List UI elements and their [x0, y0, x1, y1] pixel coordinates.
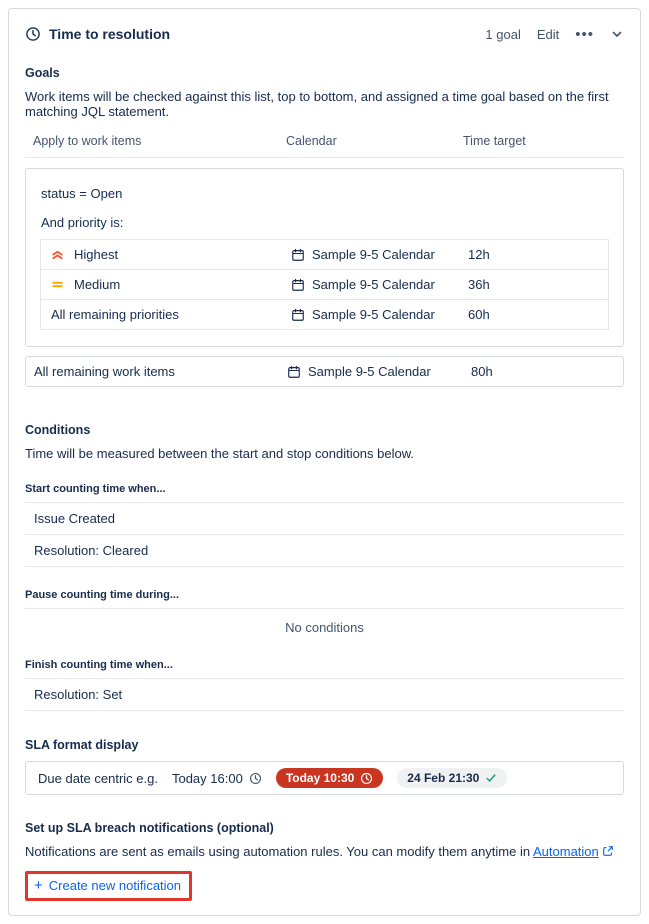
sla-format-section — [25, 738, 624, 795]
notifications-description — [25, 844, 624, 859]
panel-header — [25, 26, 624, 42]
goals-column-headers — [25, 134, 624, 158]
priority-highest-icon — [51, 248, 64, 261]
goal-row-medium — [40, 269, 609, 300]
col-target: Time target — [463, 134, 526, 148]
notifications-section — [25, 821, 624, 901]
goal-fallback-label: All remaining work items — [34, 364, 175, 379]
notifications-description-text: Notifications are sent as emails using automation rules. You can modify them anytime in — [25, 844, 533, 859]
conditions-section — [25, 423, 624, 711]
goal-priority-label: Highest — [74, 247, 119, 262]
calendar-icon — [291, 308, 305, 322]
start-condition-item: Issue Created — [25, 503, 624, 535]
goals-heading: Goals — [25, 66, 60, 80]
annotation-highlight-box — [25, 871, 192, 901]
sla-format-heading: SLA format display — [25, 738, 139, 752]
goal-jql: status = Open — [41, 186, 123, 201]
calendar-icon — [291, 248, 305, 262]
goal-count: 1 goal — [485, 26, 521, 42]
goal-target: 80h — [471, 364, 493, 379]
sla-breached-text: Today 10:30 — [285, 771, 355, 785]
goal-row-remaining-work-items — [25, 356, 624, 387]
panel-title: Time to resolution — [49, 26, 171, 42]
calendar-icon — [287, 365, 301, 379]
create-notification-label: Create new notification — [48, 878, 182, 893]
finish-counting-label: Finish counting time when... — [25, 659, 173, 671]
conditions-heading: Conditions — [25, 423, 91, 437]
goal-row-highest — [40, 239, 609, 270]
sla-met-text: 24 Feb 21:30 — [407, 771, 480, 785]
goal-calendar: Sample 9-5 Calendar — [308, 364, 431, 379]
priority-medium-icon — [51, 278, 64, 291]
goal-calendar: Sample 9-5 Calendar — [312, 247, 435, 262]
sla-format-label: Due date centric e.g. — [38, 770, 158, 786]
external-link-icon[interactable] — [602, 845, 614, 857]
clock-icon — [360, 772, 373, 785]
goal-target: 60h — [468, 307, 490, 322]
sla-ongoing-text: Today 16:00 — [171, 770, 243, 786]
start-condition-item: Resolution: Cleared — [25, 535, 624, 567]
plus-icon: + — [34, 877, 43, 894]
sla-ongoing-example — [172, 771, 262, 786]
goals-section — [25, 66, 624, 387]
sla-met-badge — [397, 768, 507, 788]
priority-group-label: And priority is: — [41, 215, 124, 230]
sla-format-box — [25, 761, 624, 795]
goal-row-remaining-priorities — [40, 299, 609, 330]
pause-counting-label: Pause counting time during... — [25, 589, 180, 601]
automation-link[interactable]: Automation — [533, 844, 599, 859]
clock-icon — [249, 772, 262, 785]
col-calendar: Calendar — [286, 134, 337, 148]
goal-calendar: Sample 9-5 Calendar — [312, 277, 435, 292]
conditions-description: Time will be measured between the start and stop conditions below. — [25, 446, 415, 461]
more-menu-icon[interactable]: ••• — [575, 25, 594, 43]
goals-group-box — [25, 168, 624, 347]
clock-icon — [25, 26, 41, 42]
create-notification-button[interactable] — [34, 878, 181, 893]
check-icon — [485, 772, 497, 784]
goal-target: 12h — [468, 247, 490, 262]
start-counting-label: Start counting time when... — [25, 483, 166, 495]
goal-priority-label: All remaining priorities — [51, 307, 179, 322]
sla-breached-badge — [276, 768, 383, 788]
calendar-icon — [291, 278, 305, 292]
no-conditions-text: No conditions — [285, 620, 364, 635]
goal-target: 36h — [468, 277, 490, 292]
goal-calendar: Sample 9-5 Calendar — [312, 307, 435, 322]
chevron-down-icon[interactable] — [610, 27, 624, 41]
col-apply: Apply to work items — [33, 134, 142, 148]
finish-condition-item: Resolution: Set — [25, 679, 624, 711]
goals-description: Work items will be checked against this list, top to bottom, and assigned a time goal based on the first matching JQL statement. — [25, 89, 609, 119]
notifications-heading: Set up SLA breach notifications (optional) — [25, 821, 274, 835]
goal-priority-label: Medium — [74, 277, 121, 292]
sla-panel — [8, 8, 641, 916]
edit-button[interactable]: Edit — [536, 26, 560, 42]
